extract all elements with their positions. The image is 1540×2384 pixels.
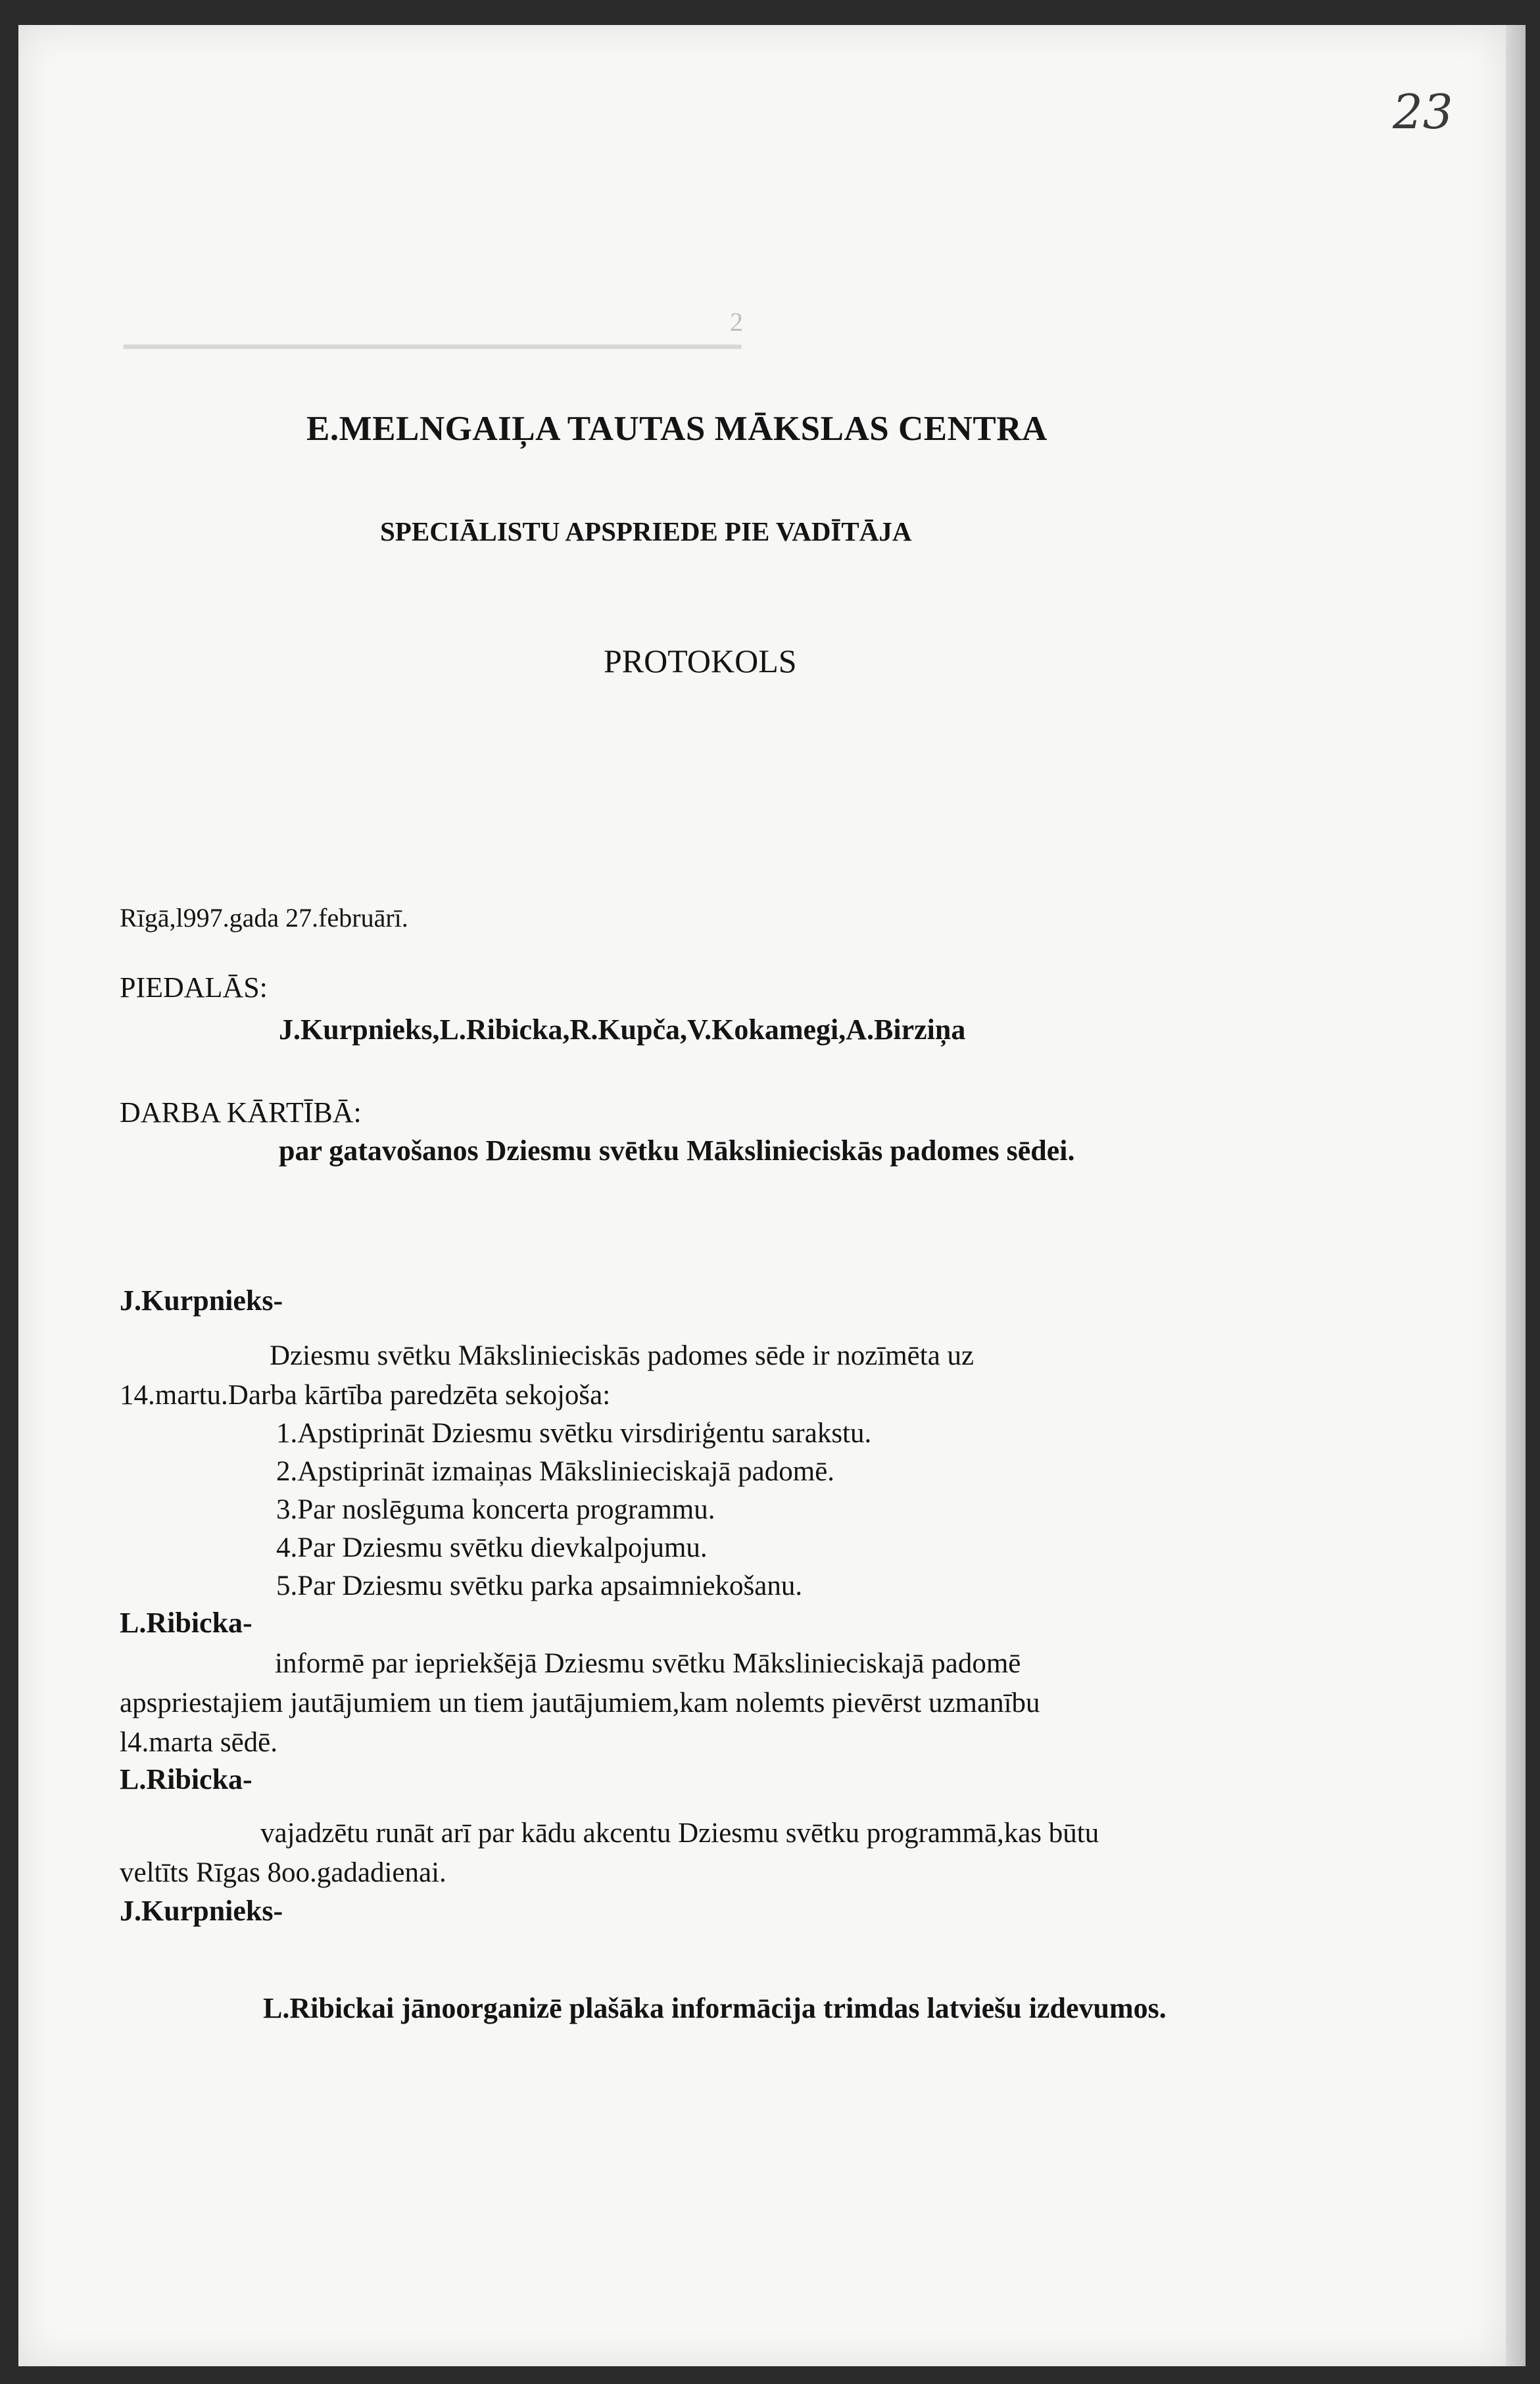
document-type: PROTOKOLS <box>604 643 797 679</box>
speaker-ribicka-2: L.Ribicka- <box>120 1763 253 1795</box>
minutes-text: apspriestajiem jautājumiem un tiem jautājumiem,kam nolemts pievērst uzmanību <box>120 1688 1040 1718</box>
decision-text: L.Ribickai jānoorganizē plašāka informācija trimdas latviešu izdevumos. <box>263 1992 1167 2024</box>
place-date: Rīgā,l997.gada 27.februārī. <box>120 903 408 933</box>
agenda-item: 4.Par Dziesmu svētku dievkalpojumu. <box>276 1532 708 1563</box>
agenda-item: 3.Par noslēguma koncerta programmu. <box>276 1494 715 1525</box>
speaker-kurpnieks-2: J.Kurpnieks- <box>120 1895 283 1927</box>
agenda-label: DARBA KĀRTĪBĀ: <box>120 1096 362 1129</box>
minutes-text: veltīts Rīgas 8oo.gadadienai. <box>120 1857 446 1888</box>
minutes-text: 14.martu.Darba kārtība paredzēta sekojoša: <box>120 1380 611 1411</box>
speaker-ribicka-1: L.Ribicka- <box>120 1607 253 1639</box>
attendance-label: PIEDALĀS: <box>120 971 268 1004</box>
document-page <box>18 25 1506 2366</box>
minutes-text: l4.marta sēdē. <box>120 1727 277 1758</box>
minutes-text: informē par iepriekšējā Dziesmu svētku Mākslinieciskajā padomē <box>275 1648 1021 1679</box>
speaker-kurpnieks-1: J.Kurpnieks- <box>120 1284 283 1317</box>
meeting-subtitle: SPECIĀLISTU APSPRIEDE PIE VADĪTĀJA <box>380 516 912 547</box>
handwritten-page-mark: 23 <box>1393 84 1453 139</box>
agenda-item: 1.Apstiprināt Dziesmu svētku virsdiriģentu sarakstu. <box>276 1418 872 1449</box>
minutes-text: Dziesmu svētku Mākslinieciskās padomes sēde ir nozīmēta uz <box>270 1340 975 1371</box>
show-through-texture: ━━━━━━━━━━━━━━━━━━━━━━━━━━━━━━━━━━━━━━━ <box>124 332 742 362</box>
attendance-names: J.Kurpnieks,L.Ribicka,R.Kupča,V.Kokamegi,A.Birziņa <box>279 1013 966 1046</box>
agenda-item: 5.Par Dziesmu svētku parka apsaimniekošanu. <box>276 1570 803 1601</box>
page-number: 2 <box>730 307 743 337</box>
page-edge <box>1506 25 1526 2366</box>
minutes-text: vajadzētu runāt arī par kādu akcentu Dziesmu svētku programmā,kas būtu <box>260 1818 1099 1849</box>
organization-title: E.MELNGAIĻA TAUTAS MĀKSLAS CENTRA <box>306 410 1047 448</box>
agenda-item: 2.Apstiprināt izmaiņas Mākslinieciskajā padomē. <box>276 1456 835 1487</box>
agenda-topic: par gatavošanos Dziesmu svētku Mākslinieciskās padomes sēdei. <box>279 1134 1075 1167</box>
